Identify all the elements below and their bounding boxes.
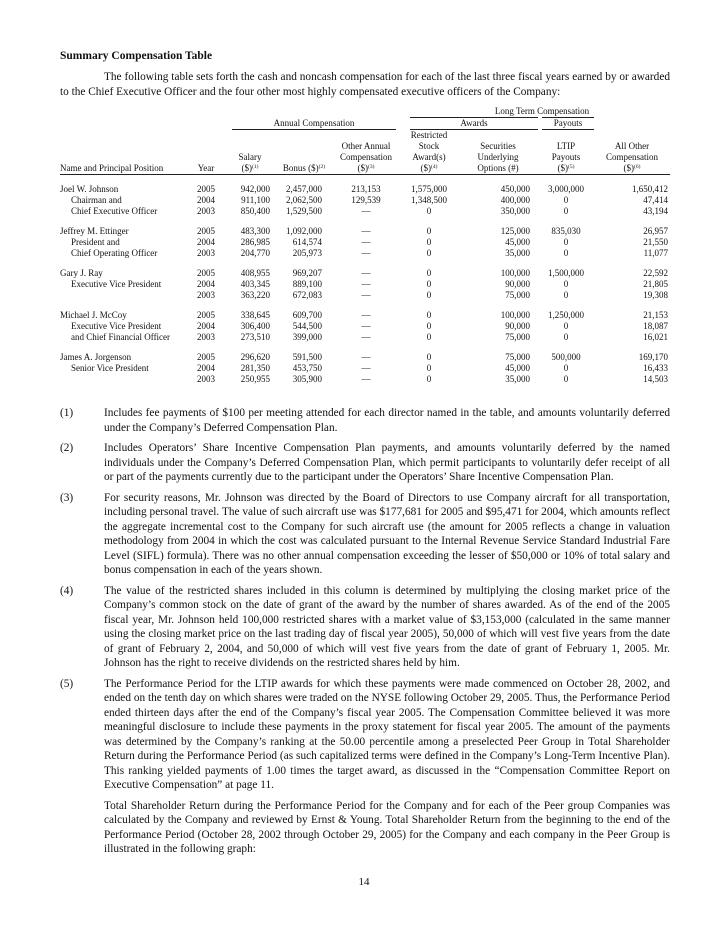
bonus-header: Bonus ($) — [282, 163, 319, 173]
cell-options: 350,000 — [500, 206, 530, 216]
restricted-header-line3: Award(s) — [412, 152, 446, 162]
cell-year: 2003 — [197, 290, 215, 300]
cell-salary: 286,985 — [240, 237, 270, 247]
cell-salary: 850,400 — [240, 206, 270, 216]
cell-other: — — [361, 290, 371, 300]
cell-bonus: 609,700 — [292, 310, 322, 320]
restricted-header-line2: Stock — [418, 141, 440, 151]
securities-header-line1: Securities — [480, 141, 516, 151]
cell-options: 45,000 — [505, 237, 530, 247]
cell-bonus: 205,973 — [292, 248, 322, 258]
ltip-header-line3: ($) — [557, 163, 569, 173]
bonus-footnote-ref: (2) — [318, 164, 326, 170]
cell-year: 2004 — [197, 279, 215, 289]
footnotes — [60, 406, 670, 857]
footnote-text: The Performance Period for the LTIP awards for which these payments were made commenced on October 28, 2002, and ended on the tenth day on which shares were traded on the NYSE following October 29, 2005. Thus, the Performance Period ended thirteen days after the end of the Company’s fiscal year 2005. The Compensation Committee believed it was more meaningful disclosure to include these payments in the proxy statement for fiscal year 2005. The amount of the payments was determined by the Company’s ranking at the 50.00 percentile among a preselected Peer Group in Total Shareholder Return during the Performance Period (as such capitalized terms were defined in the Company’s Long-Term Incentive Plan). This ranking yielded payments of 1.00 times the target award, as discussed in the “Compensation Committee Report on Executive Compensation” at page 11. — [104, 677, 670, 791]
salary-header-line2: ($) — [241, 163, 253, 173]
cell-salary: 911,100 — [241, 195, 270, 205]
cell-other: — — [361, 248, 371, 258]
cell-bonus: 399,000 — [292, 332, 322, 342]
ltip-footnote-ref: (5) — [568, 164, 575, 170]
cell-year: 2003 — [197, 374, 215, 384]
cell-salary: 338,645 — [240, 310, 270, 320]
cell-other: — — [361, 206, 371, 216]
cell-ltip: 0 — [563, 279, 569, 289]
restricted-footnote-ref: (4) — [431, 164, 438, 170]
cell-name: Jeffrey M. Ettinger — [60, 226, 129, 236]
cell-name: Chief Operating Officer — [71, 248, 158, 258]
table-row — [60, 206, 670, 217]
restricted-header-line4: ($) — [420, 163, 432, 173]
cell-restricted: 0 — [426, 374, 432, 384]
cell-name: Chairman and — [71, 195, 122, 205]
cell-name — [60, 290, 188, 301]
cell-bonus: 2,062,500 — [286, 195, 322, 205]
cell-allother: 43,194 — [643, 206, 669, 216]
cell-restricted: 0 — [426, 206, 432, 216]
salary-header-line1: Salary — [238, 152, 262, 162]
cell-other: — — [361, 226, 371, 236]
cell-options: 75,000 — [505, 352, 530, 362]
header-row-5 — [60, 152, 670, 163]
cell-name: Senior Vice President — [71, 363, 149, 373]
cell-ltip: 0 — [563, 206, 569, 216]
group-spacer — [60, 259, 670, 268]
cell-options: 75,000 — [505, 290, 530, 300]
cell-name: Gary J. Ray — [60, 268, 103, 278]
cell-allother: 47,414 — [643, 195, 669, 205]
cell-restricted: 0 — [426, 321, 432, 331]
section-title: Summary Compensation Table — [60, 50, 213, 62]
page-number: 14 — [358, 876, 370, 888]
footnote-number: (4) — [60, 584, 74, 597]
footnote-2 — [60, 441, 670, 485]
footnote-number: (3) — [60, 491, 74, 504]
cell-year: 2003 — [197, 206, 215, 216]
cell-salary: 273,510 — [240, 332, 270, 342]
cell-other: — — [361, 237, 371, 247]
cell-salary: 281,350 — [240, 363, 270, 373]
cell-ltip: 0 — [563, 363, 569, 373]
footnote-1 — [60, 406, 670, 435]
cell-allother: 21,550 — [643, 237, 669, 247]
cell-salary: 403,345 — [240, 279, 270, 289]
annual-header: Annual Compensation — [273, 118, 355, 128]
cell-name: Michael J. McCoy — [60, 310, 127, 320]
cell-options: 125,000 — [500, 226, 530, 236]
header-row-1 — [60, 106, 670, 117]
cell-allother: 16,021 — [643, 332, 669, 342]
cell-allother: 21,153 — [643, 310, 669, 320]
cell-ltip: 0 — [563, 195, 569, 205]
cell-year: 2003 — [197, 248, 215, 258]
cell-restricted: 0 — [426, 332, 432, 342]
cell-salary: 306,400 — [240, 321, 270, 331]
cell-bonus: 889,100 — [292, 279, 322, 289]
cell-name: Executive Vice President — [71, 321, 162, 331]
table-body — [60, 175, 670, 386]
cell-salary: 250,955 — [240, 374, 270, 384]
cell-bonus: 672,083 — [292, 290, 322, 300]
allother-header-line2: Compensation — [606, 152, 658, 162]
cell-other: — — [361, 332, 371, 342]
cell-ltip: 835,030 — [551, 226, 581, 236]
table-row — [60, 352, 670, 363]
table-row — [60, 279, 670, 290]
cell-allother: 169,170 — [638, 352, 669, 362]
ltip-header-line1: LTIP — [556, 141, 576, 151]
cell-allother: 11,077 — [643, 248, 669, 258]
cell-name: Chief Executive Officer — [71, 206, 158, 216]
allother-header-line1: All Other — [614, 141, 650, 151]
summary-compensation-table — [60, 106, 670, 385]
group-spacer — [60, 217, 670, 226]
footnote-number: (2) — [60, 442, 74, 454]
allother-header-line3: ($) — [623, 163, 635, 173]
cell-bonus: 2,457,000 — [286, 184, 322, 194]
intro-paragraph: The following table sets forth the cash and noncash compensation for each of the last three fiscal years earned by or awarded to the Chief Executive Officer and the four other most highly compensated executive officers of the Company: — [60, 71, 670, 98]
cell-options: 45,000 — [505, 363, 530, 373]
footnote-text: Includes fee payments of $100 per meeting attended for each director named in the table, and amounts voluntarily deferred under the Company’s Deferred Compensation Plan. — [104, 407, 670, 434]
other-annual-header-line2: Compensation — [340, 152, 392, 162]
cell-ltip: 0 — [563, 237, 569, 247]
cell-name: and Chief Financial Officer — [71, 332, 171, 342]
securities-header-line2: Underlying — [477, 152, 519, 162]
cell-ltip: 3,000,000 — [548, 184, 584, 194]
table-row — [60, 237, 670, 248]
cell-name: President and — [71, 237, 120, 247]
cell-restricted: 0 — [426, 363, 432, 373]
cell-bonus: 614,574 — [292, 237, 322, 247]
cell-other: 129,539 — [351, 195, 381, 205]
cell-allother: 18,087 — [643, 321, 669, 331]
table-row — [60, 321, 670, 332]
footnote-number: (5) — [60, 677, 74, 690]
year-header: Year — [197, 163, 215, 173]
other-annual-footnote-ref: (3) — [368, 164, 375, 170]
table-row — [60, 290, 670, 301]
cell-bonus: 544,500 — [292, 321, 322, 331]
cell-bonus: 1,092,000 — [286, 226, 322, 236]
group-spacer — [60, 301, 670, 310]
table-row — [60, 332, 670, 343]
footnote-text: For security reasons, Mr. Johnson was directed by the Board of Directors to use Company aircraft for all transportation, including personal travel. The value of such aircraft use was $177,681 for 2005 and $95,471 for 2004, which amounts reflect the aggregate incremental cost to the Company for such aircraft use (the amount for 2005 reflects a change in valuation methodology from 2004 in which the cost was calculated pursuant to the Internal Revenue Service Standard Industrial Fare Level (SIFL) formula). There was no other annual compensation exceeding the lesser of $50,000 or 10% of total salary and bonus compensation in each of the years shown. — [104, 491, 670, 576]
awards-header: Awards — [460, 118, 488, 128]
cell-year: 2005 — [197, 184, 215, 194]
cell-options: 450,000 — [500, 184, 530, 194]
cell-bonus: 305,900 — [292, 374, 322, 384]
table-row — [60, 268, 670, 279]
footnote-4 — [60, 584, 670, 671]
cell-restricted: 0 — [426, 290, 432, 300]
cell-options: 100,000 — [500, 310, 530, 320]
table-row — [60, 226, 670, 237]
cell-other: — — [361, 321, 371, 331]
cell-year: 2004 — [197, 321, 215, 331]
cell-options: 90,000 — [505, 279, 530, 289]
cell-salary: 408,955 — [240, 268, 270, 278]
cell-salary: 483,300 — [240, 226, 270, 236]
header-row-4 — [60, 141, 670, 152]
cell-year: 2005 — [197, 352, 215, 362]
table-row — [60, 310, 670, 321]
cell-options: 100,000 — [500, 268, 530, 278]
footnote-text: The value of the restricted shares included in this column is determined by multiplying the closing market price of the Company’s common stock on the date of grant of the award by the number of shares awarded. As of the end of the 2005 fiscal year, Mr. Johnson held 100,000 restricted shares with a market value of $3,153,000 (calculated in the same manner using the closing market price on the last trading day of fiscal year 2005), 50,000 of which will vest five years from the date of grant of February 2, 2004, and 50,000 of which will vest five years from the date of grant of February 1, 2005. Mr. Johnson has the right to receive dividends on the restricted shares held by him. — [104, 584, 670, 669]
cell-options: 35,000 — [505, 248, 530, 258]
cell-other: — — [361, 279, 371, 289]
cell-restricted: 0 — [426, 248, 432, 258]
cell-other: 213,153 — [351, 184, 381, 194]
securities-header-line3: Options (#) — [477, 163, 519, 173]
cell-restricted: 1,575,000 — [411, 184, 447, 194]
cell-options: 75,000 — [505, 332, 530, 342]
cell-ltip: 0 — [563, 332, 569, 342]
other-annual-header-line1: Other Annual — [341, 141, 391, 151]
cell-name: James A. Jorgenson — [60, 352, 132, 362]
cell-restricted: 0 — [426, 310, 432, 320]
cell-year: 2004 — [197, 195, 215, 205]
cell-salary: 204,770 — [240, 248, 270, 258]
table-row — [60, 195, 670, 206]
footnote-number: (1) — [60, 407, 74, 419]
cell-bonus: 591,500 — [292, 352, 322, 362]
cell-allother: 1,650,412 — [632, 184, 669, 194]
cell-year: 2004 — [197, 363, 215, 373]
payouts-header: Payouts — [553, 118, 583, 128]
footnote-5-continuation: Total Shareholder Return during the Performance Period for the Company and for each of the Peer group Companies was calculated by the Company and reviewed by Ernst & Young. Total Shareholder Return from the beginning to the end of the Performance Period (October 28, 2002 through October 29, 2005) for the Company and each company in the Peer Group is illustrated in the following graph: — [104, 799, 670, 855]
salary-footnote-ref: (1) — [252, 164, 259, 170]
cell-restricted: 0 — [426, 268, 432, 278]
cell-restricted: 0 — [426, 226, 432, 236]
cell-bonus: 969,207 — [292, 268, 322, 278]
cell-name: Joel W. Johnson — [60, 184, 119, 194]
cell-ltip: 0 — [563, 374, 569, 384]
cell-year: 2005 — [197, 310, 215, 320]
header-row-6 — [60, 163, 670, 175]
cell-allother: 26,957 — [643, 226, 669, 236]
restricted-header-line1: Restricted — [410, 130, 448, 140]
cell-restricted: 0 — [426, 279, 432, 289]
cell-other: — — [361, 374, 371, 384]
cell-ltip: 1,500,000 — [548, 268, 584, 278]
header-row-2 — [60, 117, 670, 130]
cell-allother: 19,308 — [643, 290, 669, 300]
cell-year: 2003 — [197, 332, 215, 342]
cell-ltip: 0 — [563, 290, 569, 300]
cell-restricted: 1,348,500 — [411, 195, 447, 205]
cell-restricted: 0 — [426, 237, 432, 247]
cell-name: Executive Vice President — [71, 279, 162, 289]
ltip-header-line2: Payouts — [551, 152, 581, 162]
footnote-5 — [60, 677, 670, 793]
table-row — [60, 363, 670, 374]
cell-salary: 942,000 — [240, 184, 270, 194]
cell-other: — — [361, 363, 371, 373]
footnote-3 — [60, 491, 670, 578]
cell-restricted: 0 — [426, 352, 432, 362]
cell-allother: 16,433 — [643, 363, 669, 373]
cell-other: — — [361, 310, 371, 320]
cell-salary: 296,620 — [240, 352, 270, 362]
table-row — [60, 248, 670, 259]
table-row — [60, 374, 670, 385]
group-spacer — [60, 343, 670, 352]
name-position-header: Name and Principal Position — [60, 163, 164, 173]
other-annual-header-line3: ($) — [357, 163, 369, 173]
group-spacer — [60, 175, 670, 185]
cell-ltip: 0 — [563, 321, 569, 331]
cell-options: 35,000 — [505, 374, 530, 384]
cell-year: 2005 — [197, 268, 215, 278]
footnote-text: Includes Operators’ Share Incentive Compensation Plan payments, and amounts voluntarily deferred by the named individuals under the Company’s Deferred Compensation Plan, which permit participants to voluntarily defer receipt of all or part of the payments currently due to the participant under the Operators’ Share Incentive Compensation Plan. — [104, 442, 670, 483]
cell-name — [60, 374, 188, 385]
cell-bonus: 453,750 — [292, 363, 322, 373]
cell-year: 2004 — [197, 237, 215, 247]
cell-other: — — [361, 268, 371, 278]
cell-ltip: 1,250,000 — [548, 310, 584, 320]
long-term-header: Long Term Compensation — [494, 106, 590, 116]
cell-allother: 14,503 — [643, 374, 669, 384]
cell-ltip: 500,000 — [551, 352, 581, 362]
header-row-3 — [60, 130, 670, 141]
cell-other: — — [361, 352, 371, 362]
cell-allother: 21,805 — [643, 279, 669, 289]
cell-options: 90,000 — [505, 321, 530, 331]
cell-year: 2005 — [197, 226, 215, 236]
cell-allother: 22,592 — [643, 268, 669, 278]
allother-footnote-ref: (6) — [634, 164, 641, 170]
cell-bonus: 1,529,500 — [286, 206, 322, 216]
cell-salary: 363,220 — [240, 290, 270, 300]
table-row — [60, 184, 670, 195]
cell-ltip: 0 — [563, 248, 569, 258]
cell-options: 400,000 — [500, 195, 530, 205]
